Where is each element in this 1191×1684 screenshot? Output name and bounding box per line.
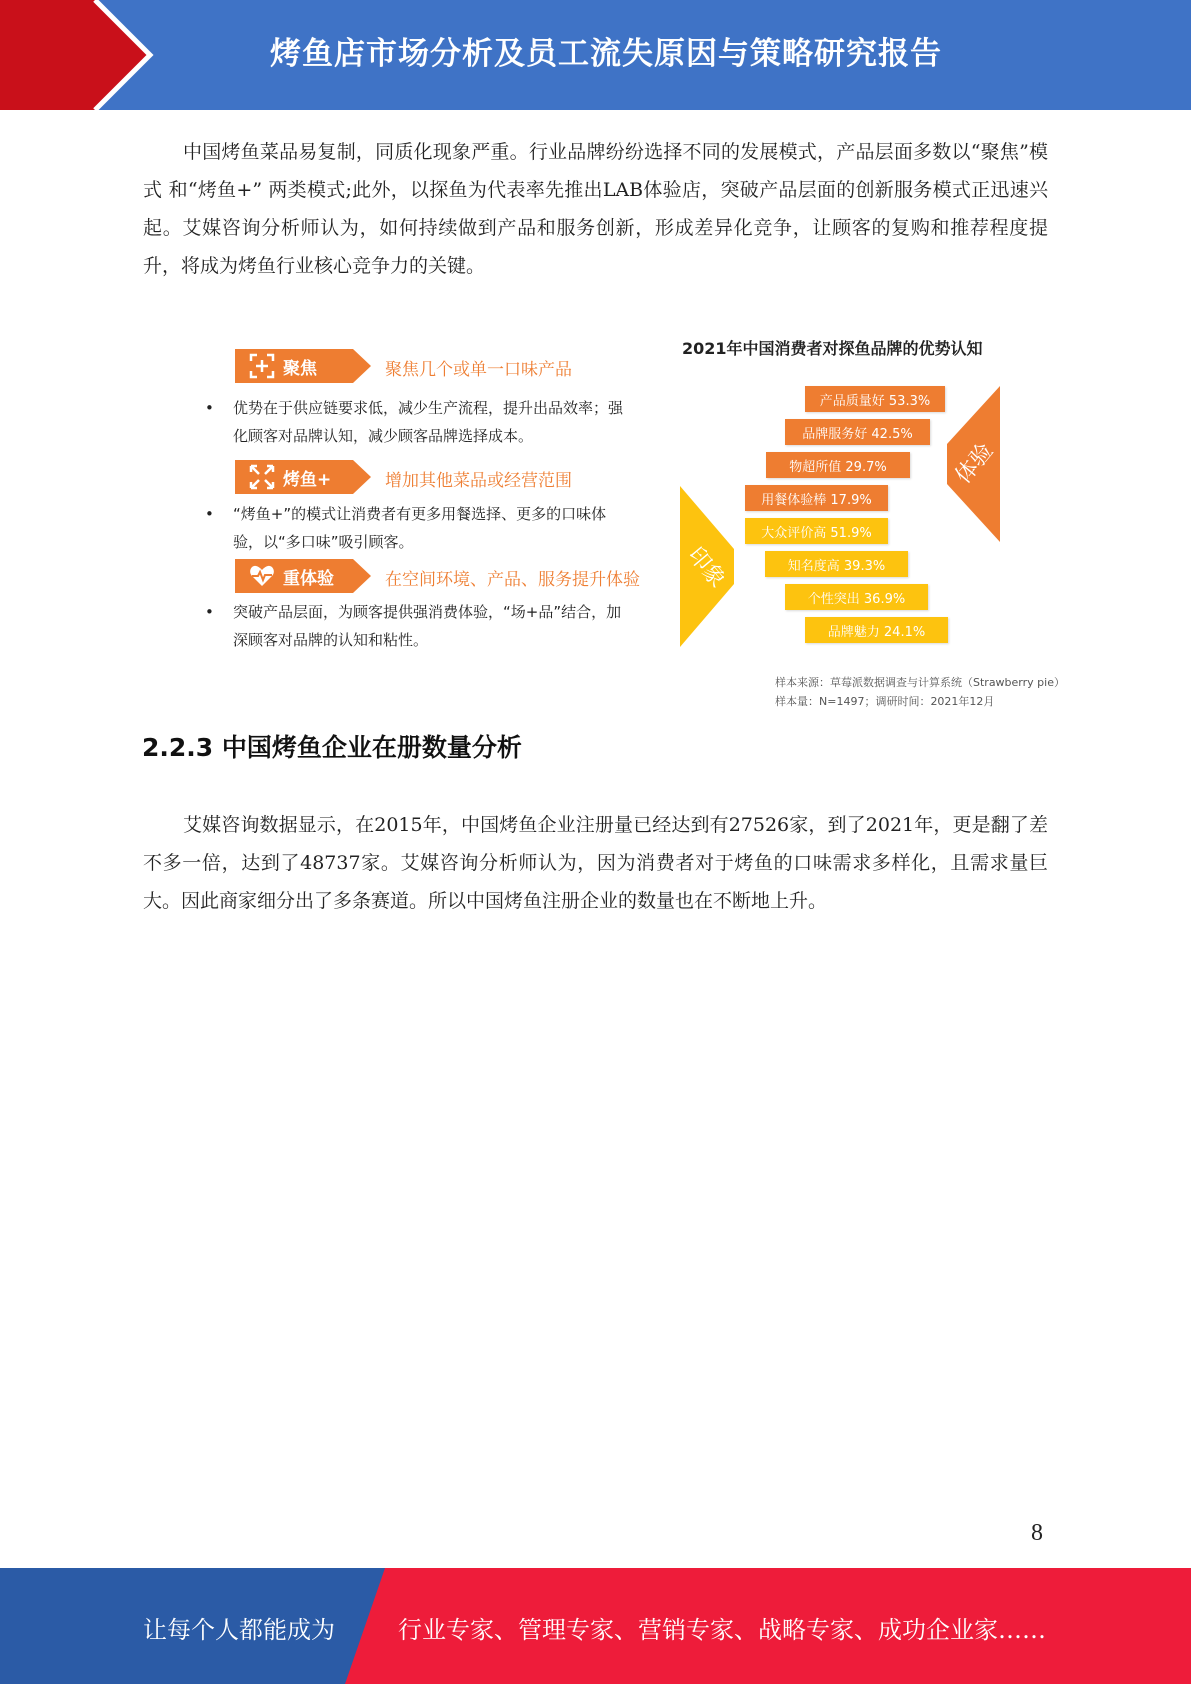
chart-bar: 用餐体验棒 17.9%: [745, 485, 888, 511]
chart-bar: 大众评价高 51.9%: [745, 518, 888, 544]
tag-arrow: [353, 349, 371, 383]
page-header: [0, 0, 1191, 110]
chart-bar: 品牌服务好 42.5%: [785, 419, 930, 445]
infographic: [200, 332, 1070, 712]
sample-note: 样本量：N=1497；调研时间：2021年12月: [775, 695, 995, 708]
mode-label-box: [235, 559, 353, 593]
mode-description: 增加其他菜品或经营范围: [385, 471, 572, 491]
bullet-symbol: •: [205, 399, 214, 417]
footer-slogan-right: 行业专家、管理专家、营销专家、战略专家、成功企业家……: [398, 1616, 1046, 1644]
source-note: 样本来源：草莓派数据调查与计算系统（Strawberry pie）: [775, 676, 1065, 689]
mode-bullet: [205, 500, 625, 556]
mode-label: 重体验: [283, 568, 334, 589]
footer-slogan-left: 让每个人都能成为: [143, 1616, 335, 1644]
group-label: 印象: [682, 542, 731, 593]
focus-icon: [249, 353, 275, 379]
mode-description: 在空间环境、产品、服务提升体验: [385, 570, 640, 590]
expand-icon: [249, 464, 275, 490]
bullet-symbol: •: [205, 603, 214, 621]
chart-bar: 品牌魅力 24.1%: [805, 617, 948, 643]
mode-bullet: [205, 598, 625, 654]
chart-bar: 个性突出 36.9%: [785, 584, 928, 610]
tag-arrow: [353, 460, 371, 494]
mode-bullet-text: “烤鱼+”的模式让消费者有更多用餐选择、更多的口味体验，以“多口味”吸引顾客。: [233, 505, 607, 551]
mode-bullet-text: 突破产品层面，为顾客提供强消费体验，“场+品”结合，加深顾客对品牌的认知和粘性。: [233, 603, 622, 649]
registrations-paragraph: 艾媒咨询数据显示，在2015年，中国烤鱼企业注册量已经达到有27526家，到了2021年，更是翻了差不多一倍，达到了48737家。艾媒咨询分析师认为，因为消费者对于烤鱼的口味需求多样化，且需求量巨大。因此商家细分出了多条赛道。所以中国烤鱼注册企业的数量也在不断地上升。: [143, 814, 1048, 912]
group-label: 体验: [950, 438, 999, 489]
intro-paragraph: 中国烤鱼菜品易复制，同质化现象严重。行业品牌纷纷选择不同的发展模式，产品层面多数以“聚焦”模式 和“烤鱼+” 两类模式;此外，以探鱼为代表率先推出LAB体验店，突破产品层面的创新服务模式正迅速兴起。艾媒咨询分析师认为，如何持续做到产品和服务创新，形成差异化竞争，让顾客的复购和推荐程度提升，将成为烤鱼行业核心竞争力的关键。: [143, 141, 1048, 277]
impression-arrow: [678, 484, 738, 649]
tag-arrow: [353, 559, 371, 593]
chart-bar: 物超所值 29.7%: [766, 452, 910, 478]
mode-label: 聚焦: [283, 358, 317, 379]
mode-bullet: [205, 394, 625, 450]
heartbeat-icon: [249, 564, 275, 588]
mode-bullet-text: 优势在于供应链要求低，减少生产流程，提升出品效率；强化顾客对品牌认知，减少顾客品牌选择成本。: [233, 399, 624, 445]
page-footer: [0, 1568, 1191, 1684]
mode-label-box: [235, 460, 353, 494]
bullet-symbol: •: [205, 505, 214, 523]
mode-description: 聚焦几个或单一口味产品: [385, 360, 572, 380]
document-title: 烤鱼店市场分析及员工流失原因与策略研究报告: [270, 36, 942, 72]
chart-bar: 知名度高 39.3%: [765, 551, 908, 577]
section-heading: 2.2.3 中国烤鱼企业在册数量分析: [142, 733, 522, 762]
chart-title: 2021年中国消费者对探鱼品牌的优势认知: [682, 339, 983, 358]
experience-arrow: [945, 384, 1005, 544]
chart-bar: 产品质量好 53.3%: [805, 386, 945, 412]
mode-label-box: [235, 349, 353, 383]
page-number: 8: [1031, 1520, 1043, 1546]
mode-label: 烤鱼+: [283, 469, 332, 490]
